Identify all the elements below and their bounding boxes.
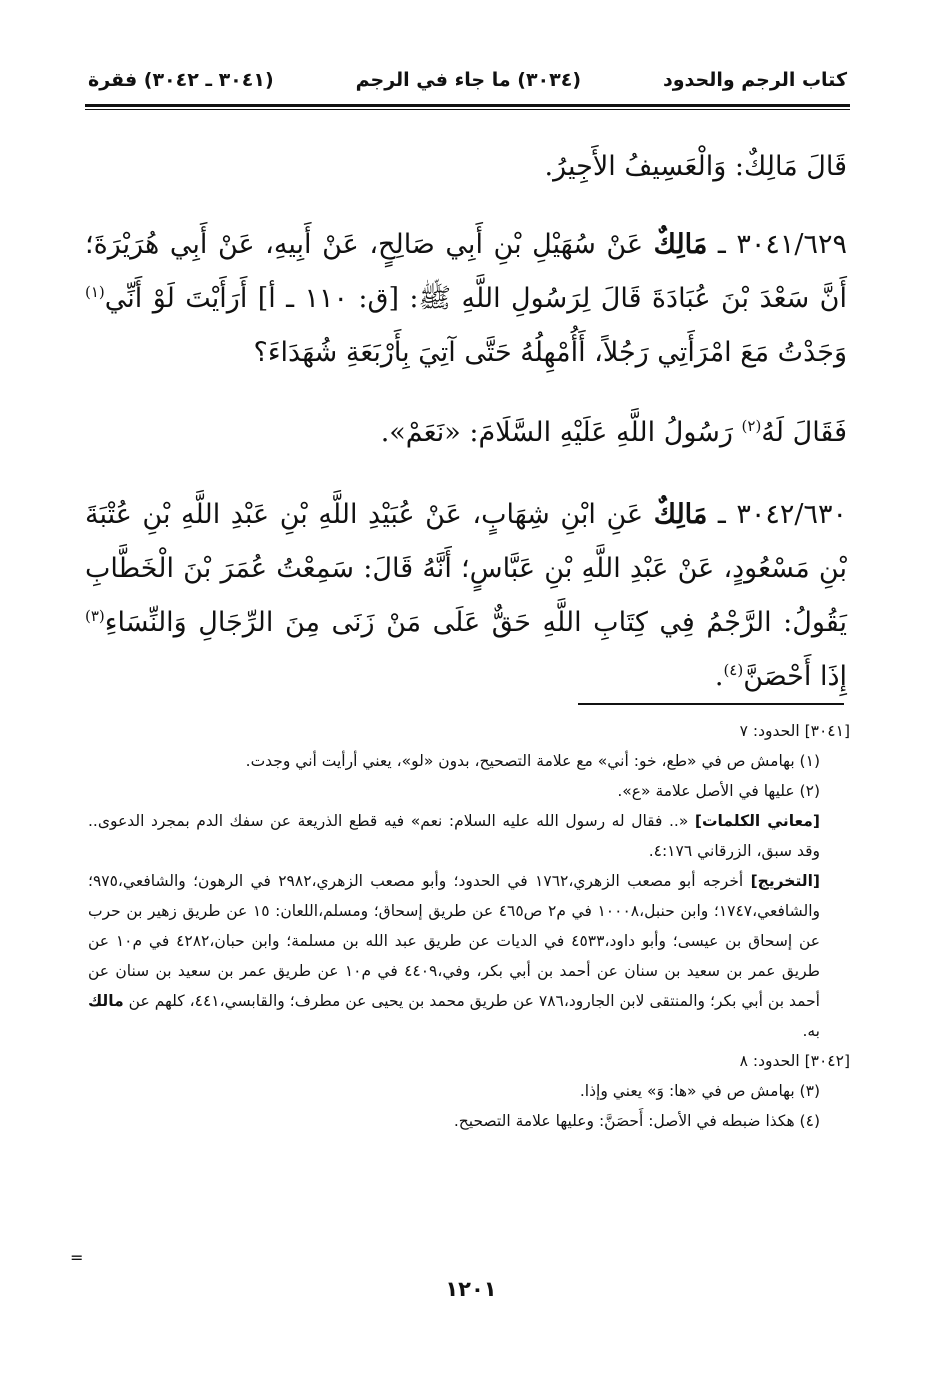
footnote-ref-2[interactable]: (٢) — [741, 417, 762, 435]
takhrij-malik: مالك — [88, 992, 124, 1010]
word-meanings-text: «.. فقال له رسول الله عليه السلام: نعم» فيه قطع الذريعة عن سفك الدم بمجرد الدعوى.. وقد سبق، الزرقاني ٤:١٧٦. — [88, 812, 820, 860]
takhrij-end: به. — [802, 1022, 820, 1040]
margin-mark: = — [70, 1248, 84, 1267]
page-number: ١٢٠١ — [445, 1277, 497, 1301]
hadith-text-end: . — [714, 661, 724, 692]
footnote-section-3042: [٣٠٤٢] الحدود: ٨ — [739, 1052, 850, 1070]
footnote-1: (١) بهامش ص في «طع، خو: أني» مع علامة التصحيح، بدون «لو»، يعني أرأيت أني وجدت. — [245, 752, 820, 770]
footnote-4: (٤) هكذا ضبطه في الأصل: أَحصَنَّ: وعليها علامة التصحيح. — [453, 1112, 820, 1130]
footnote-ref-4[interactable]: (٤) — [723, 661, 744, 679]
footnote-ref-1[interactable]: (١) — [85, 283, 105, 301]
narrator-malik: مَالِكٌ — [653, 229, 708, 260]
answer-text-cont: رَسُولُ اللَّهِ عَلَيْهِ السَّلَامَ: «نَعَمْ». — [380, 417, 742, 448]
hadith-3041 — [85, 218, 847, 380]
running-header — [88, 62, 847, 98]
footnote-separator — [578, 703, 844, 705]
narrator-malik: مَالِكٌ — [653, 499, 708, 530]
footnotes — [88, 716, 850, 1136]
header-book-title: كتاب الرجم والحدود — [662, 69, 847, 91]
header-chapter-title: (٣٠٣٤) ما جاء في الرجم — [355, 69, 582, 91]
hadith-number: ٣٠٤١/٦٢٩ ـ — [707, 229, 847, 260]
hadith-3042 — [85, 488, 847, 704]
paragraph-text: قَالَ مَالِكٌ: وَالْعَسِيفُ الأَجِيرُ. — [544, 151, 847, 182]
hadith-text: عَنْ سُهَيْلِ بْنِ أَبِي صَالِحٍ، عَنْ أَبِيهِ، عَنْ أَبِي هُرَيْرَةَ؛ أَنَّ سَعْدَ بْنَ عُبَادَةَ قَالَ لِرَسُولِ اللَّهِ ﷺ: [ق: ١١٠ ـ أ] أَرَأَيْتَ لَوْ أَنِّي — [85, 229, 847, 314]
header-paragraph-range: (٣٠٤١ ـ ٣٠٤٢) فقرة — [88, 69, 274, 91]
paragraph-malik-note — [85, 140, 847, 194]
hadith-text-cont: وَجَدْتُ مَعَ امْرَأَتِي رَجُلاً، أَأُمْهِلُهُ حَتَّى آتِيَ بِأَرْبَعَةِ شُهَدَاءَ؟ — [253, 337, 847, 368]
footnote-ref-3[interactable]: (٣) — [85, 607, 105, 625]
takhrij-label: [التخريج] — [750, 872, 820, 890]
header-rule — [85, 104, 850, 107]
hadith-3041-answer — [85, 406, 847, 460]
header-rule-thin — [85, 109, 850, 110]
hadith-text: عَنِ ابْنِ شِهَابٍ، عَنْ عُبَيْدِ اللَّهِ بْنِ عَبْدِ اللَّهِ بْنِ عُتْبَةَ بْنِ مَسْعُودٍ، عَنْ عَبْدِ اللَّهِ بْنِ عَبَّاسٍ؛ أَنَّهُ قَالَ: سَمِعْتُ عُمَرَ بْنَ الْخَطَّابِ يَقُولُ: الرَّجْمُ فِي كِتَابِ اللَّهِ حَقٌّ عَلَى مَنْ زَنَى مِنَ الرِّجَالِ وَالنِّسَاءِ — [85, 499, 847, 638]
takhrij-text: أخرجه أبو مصعب الزهري،١٧٦٢ في الحدود؛ وأبو مصعب الزهري،٢٩٨٢ في الرهون؛ والشافعي،٩٧٥؛ والشافعي،١٧٤٧؛ وابن حنبل،١٠٠٠٨ في م٢ ص٤٦٥ عن طريق إسحاق؛ ومسلم،اللعان: ١٥ عن طريق زهير بن حرب عن إسحاق بن عيسى؛ وأبو داود،٤٥٣٣ في الديات عن طريق عبد الله بن مسلمة؛ وابن حبان،٤٢٨٢ في م١٠ عن طريق عمر بن سعيد بن سنان عن أحمد بن أبي بكر، وفي،٤٤٠٩ في م١٠ عن طريق عمر بن سعيد بن سنان عن أحمد بن أبي بكر؛ والمنتقى لابن الجارود،٧٨٦ عن طريق محمد بن يحيى عن مطرف؛ والقابسي،٤٤١، كلهم عن — [88, 872, 820, 1010]
takhrij — [88, 866, 850, 1046]
hadith-text-cont: إِذَا أَحْصَنَّ — [743, 661, 847, 692]
answer-text: فَقَالَ لَهُ — [761, 417, 847, 448]
word-meanings — [88, 806, 850, 866]
footnote-section-3041: [٣٠٤١] الحدود: ٧ — [739, 722, 850, 740]
footnote-3: (٣) بهامش ص في «ها: وَ» يعني وإذا. — [579, 1082, 820, 1100]
hadith-number: ٣٠٤٢/٦٣٠ ـ — [707, 499, 847, 530]
footnote-2: (٢) عليها في الأصل علامة «ع». — [617, 782, 820, 800]
word-meanings-label: [معاني الكلمات] — [694, 812, 820, 830]
main-text — [85, 140, 847, 704]
